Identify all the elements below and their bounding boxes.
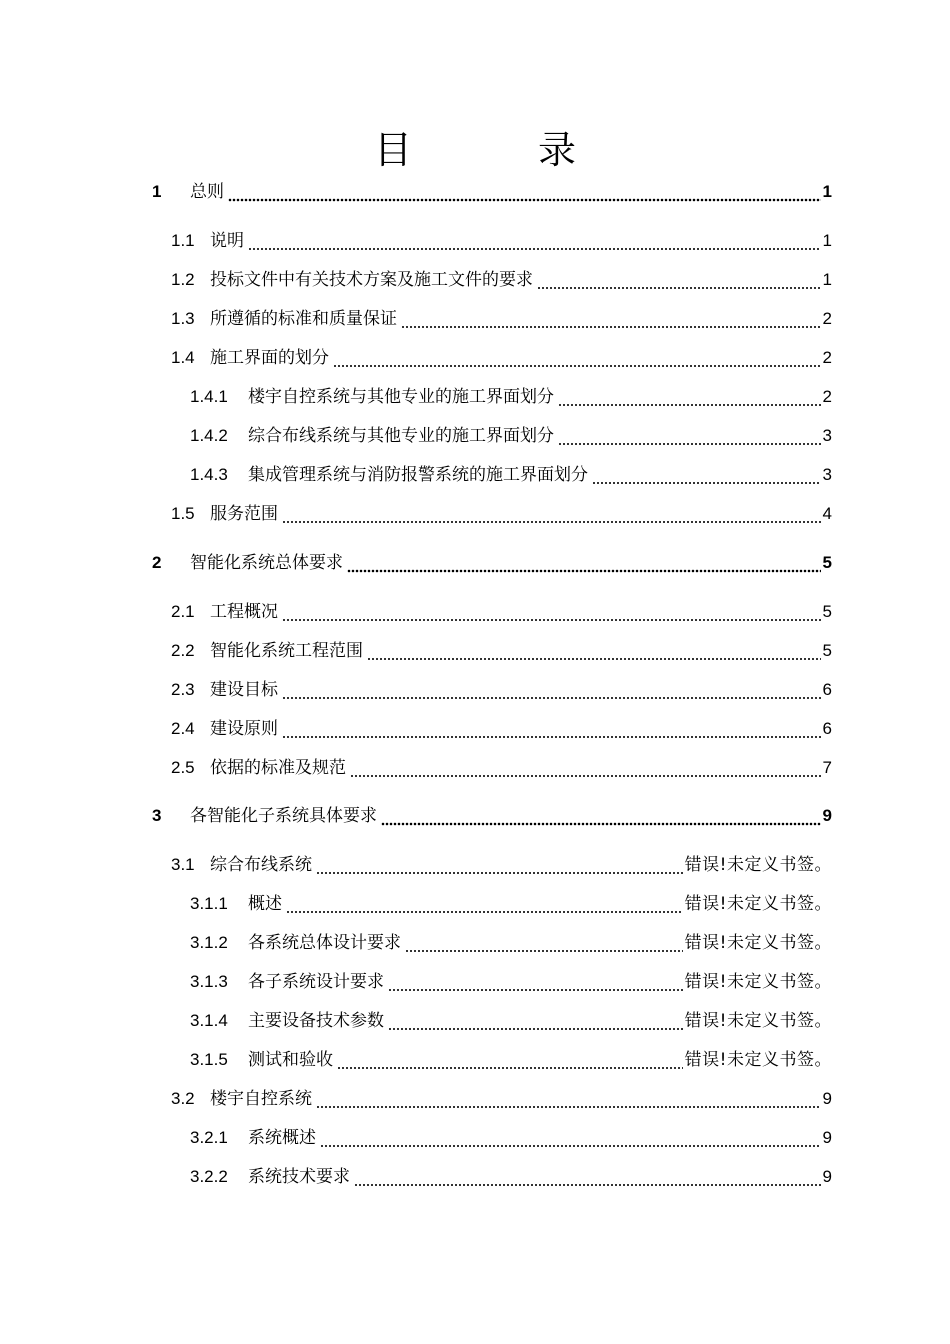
toc-entry[interactable] [190,1048,832,1072]
toc-entry-number: 3.1.4 [190,1011,228,1030]
toc-entry-title: 集成管理系统与消防报警系统的施工界面划分 [248,465,588,485]
toc-entry[interactable] [171,717,832,741]
toc-dot-leader [592,463,821,487]
toc-entry-page: 1 [822,182,832,201]
toc-entry-title: 概述 [248,894,282,914]
toc-dot-leader [228,180,821,204]
toc-dot-leader [282,678,821,702]
toc-entry-page: 3 [822,426,832,445]
toc-entry-title: 楼宇自控系统与其他专业的施工界面划分 [248,387,554,407]
toc-entry-title: 智能化系统工程范围 [210,641,363,661]
toc-entry-page: 错误!未定义书签。 [684,855,832,875]
toc-entry-page: 2 [822,387,832,406]
toc-entry-page: 1 [822,231,832,250]
toc-entry-number: 3.1.3 [190,972,228,991]
toc-entry-title: 建设原则 [210,719,278,739]
toc-entry-number: 3.2.2 [190,1167,228,1186]
toc-dot-leader [286,892,683,916]
toc-entry-number: 3.1.5 [190,1050,228,1069]
toc-dot-leader [282,502,821,526]
toc-entry[interactable] [190,1126,832,1150]
toc-entry[interactable] [171,268,832,292]
toc-entry-page: 2 [822,348,832,367]
toc-entry-page: 6 [822,719,832,738]
toc-entry-page: 9 [822,806,832,825]
toc-entry-page: 错误!未定义书签。 [684,1050,832,1070]
toc-entry-page: 5 [822,641,832,660]
toc-entry[interactable] [171,639,832,663]
toc-entry-title: 系统技术要求 [248,1167,350,1187]
toc-entry-page: 7 [822,758,832,777]
toc-entry-page: 错误!未定义书签。 [684,1011,832,1031]
toc-entry[interactable] [171,600,832,624]
toc-entry-number: 3 [152,806,162,825]
toc-dot-leader [333,346,821,370]
toc-dot-leader [316,1087,821,1111]
toc-entry[interactable] [190,970,832,994]
page-title: 目 录 [373,128,620,173]
toc-entry-page: 6 [822,680,832,699]
toc-entry-title: 测试和验收 [248,1050,333,1070]
toc-entry-number: 1.2 [171,270,195,289]
toc-entry-page: 错误!未定义书签。 [684,972,832,992]
toc-entry-title: 系统概述 [248,1128,316,1148]
toc-entry-title: 投标文件中有关技术方案及施工文件的要求 [210,270,533,290]
toc-entry[interactable] [190,1165,832,1189]
toc-dot-leader [350,756,821,780]
toc-entry[interactable] [190,385,832,409]
toc-entry[interactable] [190,892,832,916]
toc-dot-leader [388,1009,683,1033]
toc-dot-leader [337,1048,683,1072]
toc-dot-leader [282,717,821,741]
toc-entry[interactable] [152,180,832,204]
toc-entry-number: 3.2 [171,1089,195,1108]
toc-entry-page: 9 [822,1089,832,1108]
toc-entry-title: 依据的标准及规范 [210,758,346,778]
toc-dot-leader [388,970,683,994]
toc-dot-leader [401,307,821,331]
toc-entry-number: 3.1 [171,855,195,874]
toc-dot-leader [367,639,821,663]
toc-entry-page: 1 [822,270,832,289]
toc-entry-title: 说明 [210,231,244,251]
toc-entry[interactable] [190,463,832,487]
toc-entry-number: 1.1 [171,231,195,250]
toc-entry[interactable] [171,853,832,877]
toc-dot-leader [354,1165,821,1189]
toc-entry[interactable] [190,1009,832,1033]
toc-entry-number: 2.1 [171,602,195,621]
toc-entry-title: 各子系统设计要求 [248,972,384,992]
toc-entry-number: 2.4 [171,719,195,738]
toc-entry-title: 主要设备技术参数 [248,1011,384,1031]
toc-dot-leader [248,229,821,253]
toc-entry[interactable] [171,1087,832,1111]
toc-entry[interactable] [190,424,832,448]
toc-entry-title: 总则 [190,182,224,202]
toc-entry-title: 所遵循的标准和质量保证 [210,309,397,329]
toc-entry-number: 3.2.1 [190,1128,228,1147]
toc-entry-page: 3 [822,465,832,484]
toc-entry-number: 1.5 [171,504,195,523]
toc-entry-title: 各智能化子系统具体要求 [190,806,377,826]
toc-entry-number: 1.3 [171,309,195,328]
toc-entry-page: 2 [822,309,832,328]
toc-entry-number: 3.1.2 [190,933,228,952]
toc-entry-number: 3.1.1 [190,894,228,913]
toc-entry[interactable] [152,804,832,828]
toc-entry-title: 综合布线系统与其他专业的施工界面划分 [248,426,554,446]
toc-entry-title: 楼宇自控系统 [210,1089,312,1109]
toc-entry-number: 2.3 [171,680,195,699]
toc-entry-number: 1.4.1 [190,387,228,406]
toc-entry-number: 1.4.3 [190,465,228,484]
toc-dot-leader [558,424,821,448]
toc-entry-number: 1 [152,182,162,201]
toc-entry-page: 5 [822,602,832,621]
toc-entry-page: 5 [822,553,832,572]
toc-entry-page: 4 [822,504,832,523]
toc-dot-leader [316,853,683,877]
toc-dot-leader [347,551,821,575]
toc-entry-number: 1.4.2 [190,426,228,445]
toc-dot-leader [320,1126,821,1150]
toc-dot-leader [558,385,821,409]
toc-entry-title: 智能化系统总体要求 [190,553,343,573]
toc-entry[interactable] [171,756,832,780]
toc-entry-page: 9 [822,1167,832,1186]
toc-entry[interactable] [152,551,832,575]
toc-entry-title: 施工界面的划分 [210,348,329,368]
toc-entry[interactable] [190,931,832,955]
toc-dot-leader [537,268,821,292]
toc-entry-title: 建设目标 [210,680,278,700]
toc-dot-leader [405,931,683,955]
toc-entry-number: 1.4 [171,348,195,367]
toc-entry[interactable] [171,229,832,253]
toc-entry[interactable] [171,502,832,526]
toc-entry-number: 2 [152,553,162,572]
toc-dot-leader [381,804,821,828]
toc-entry-number: 2.2 [171,641,195,660]
toc-entry-number: 2.5 [171,758,195,777]
toc-entry-title: 综合布线系统 [210,855,312,875]
toc-entry-title: 工程概况 [210,602,278,622]
toc-entry[interactable] [171,678,832,702]
toc-entry-title: 各系统总体设计要求 [248,933,401,953]
toc-entry[interactable] [171,346,832,370]
toc-entry-page: 错误!未定义书签。 [684,894,832,914]
toc-entry-page: 9 [822,1128,832,1147]
toc-entry-title: 服务范围 [210,504,278,524]
toc-entry-page: 错误!未定义书签。 [684,933,832,953]
toc-dot-leader [282,600,821,624]
toc-entry[interactable] [171,307,832,331]
